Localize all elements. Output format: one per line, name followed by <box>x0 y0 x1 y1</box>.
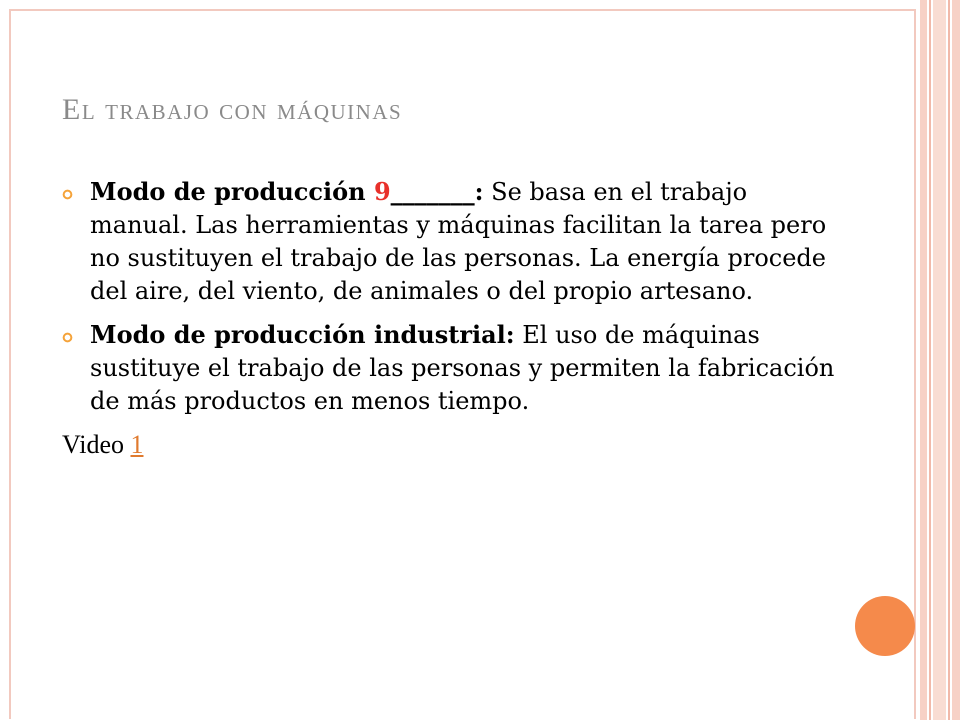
circle-outline-icon <box>62 332 73 343</box>
decorative-stripe <box>952 0 960 720</box>
video-line <box>62 428 842 461</box>
blank-number: 9 <box>373 177 391 206</box>
decorative-stripe <box>929 0 931 720</box>
video-link[interactable]: 1 <box>130 430 144 459</box>
slide-title: El trabajo con máquinas <box>62 93 403 126</box>
circle-outline-icon <box>62 189 73 200</box>
blank-line: _______ <box>390 177 475 206</box>
bullet-term: Modo de producción industrial: <box>90 320 515 349</box>
decorative-stripe <box>933 0 946 720</box>
bullet-item <box>62 175 842 308</box>
orange-circle-decoration <box>855 596 915 656</box>
bullet-term: Modo de producción <box>90 177 374 206</box>
decorative-stripe <box>920 0 927 720</box>
term-colon: : <box>474 177 484 206</box>
slide-content <box>62 175 842 461</box>
video-label: Video <box>62 430 131 459</box>
decorative-stripe <box>948 0 950 720</box>
bullet-item <box>62 318 842 418</box>
bullet-text: Se basa en el trabajo manual. Las herramientas y máquinas facilitan la tarea pero no sustituyen el trabajo de las personas. La energía procede del aire, del viento, de animales o del propio artesano. <box>90 178 827 305</box>
bullet-text: El uso de máquinas sustituye el trabajo de las personas y permiten la fabricación de más productos en menos tiempo. <box>90 321 835 415</box>
